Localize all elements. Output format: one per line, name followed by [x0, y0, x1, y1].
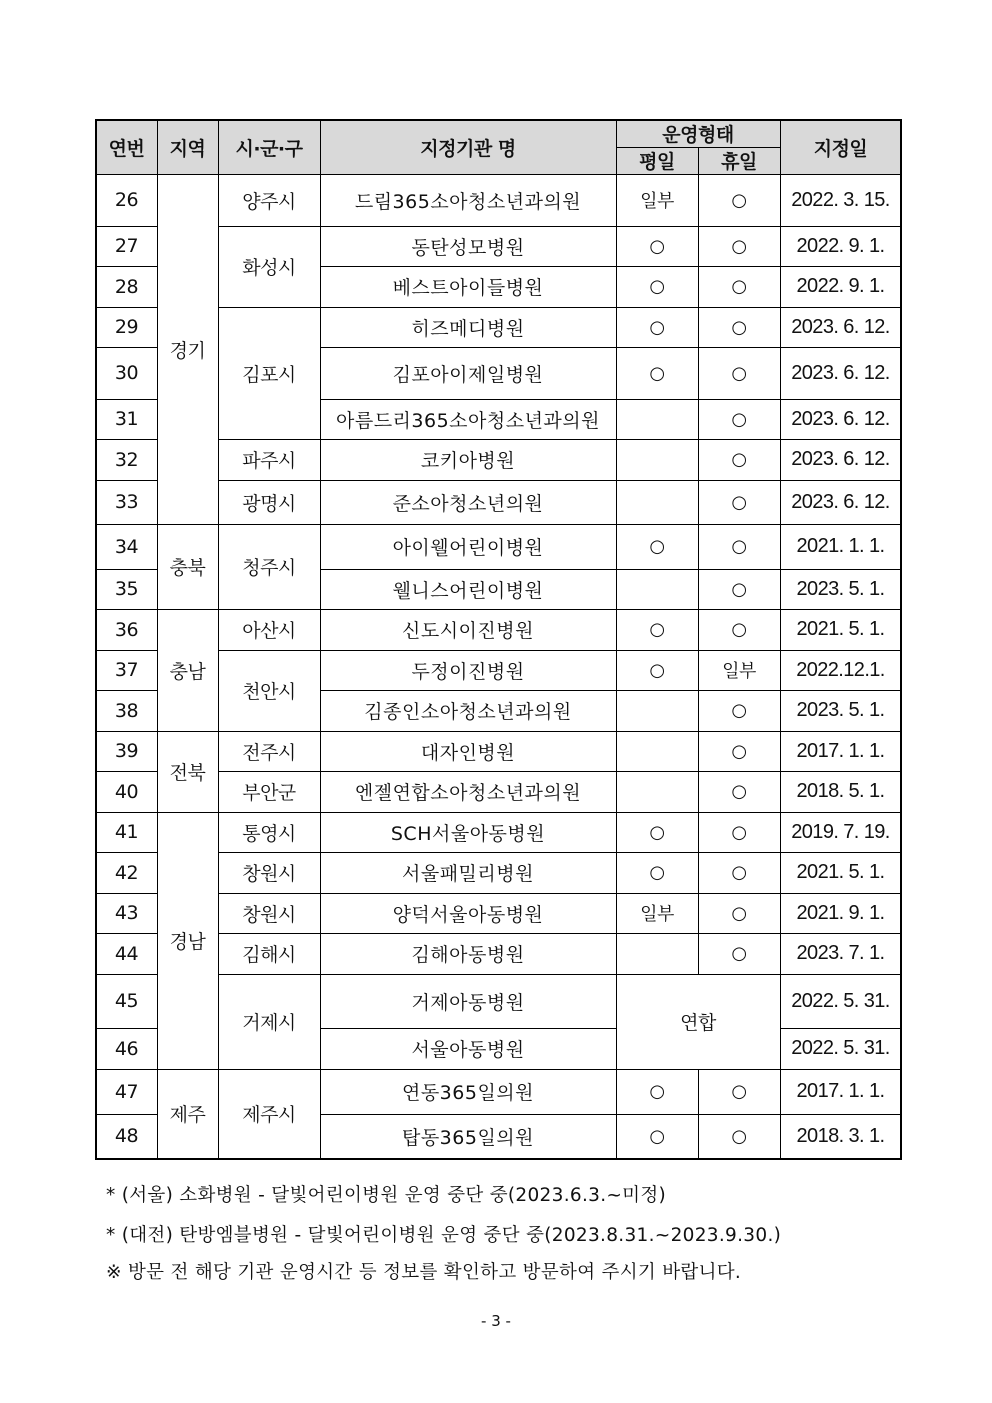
weekday-status: ○ — [649, 362, 665, 384]
region-cell: 경남 — [169, 931, 206, 953]
weekday-status: 일부 — [640, 191, 674, 212]
weekday-status: 일부 — [640, 904, 674, 925]
designation-date: 2023. 6. 12. — [791, 315, 890, 338]
designation-date: 2022. 9. 1. — [796, 234, 885, 257]
row-number: 44 — [114, 942, 139, 965]
institution-name: 아름드리365소아청소년과의원 — [335, 409, 600, 432]
institution-name: 웰니스어린이병원 — [392, 579, 544, 602]
table-rule — [96, 974, 157, 975]
table-rule — [616, 609, 780, 610]
weekday-status — [616, 569, 698, 609]
note-visit-notice: ※ 방문 전 해당 기관 운영시간 등 정보를 확인하고 방문하여 주시기 바랍니다. — [106, 1262, 742, 1283]
table-rule — [616, 650, 780, 651]
table-rule — [780, 266, 901, 267]
table-rule — [616, 347, 780, 348]
weekday-status: ○ — [649, 659, 665, 681]
holiday-status: ○ — [731, 781, 747, 802]
city-cell: 광명시 — [242, 492, 296, 515]
weekday-status: ○ — [649, 1081, 665, 1102]
holiday-status: ○ — [731, 235, 747, 257]
table-rule — [780, 226, 901, 227]
table-rule — [320, 771, 616, 772]
table-rule — [320, 650, 616, 651]
institution-name: 신도시이진병원 — [402, 620, 534, 642]
holiday-status: ○ — [731, 536, 747, 557]
weekday-status — [616, 480, 698, 524]
city-cell: 창원시 — [242, 903, 296, 926]
designation-date: 2022. 5. 31. — [791, 1037, 890, 1059]
holiday-status: ○ — [731, 316, 747, 338]
header-operation: 운영형태 — [616, 120, 780, 147]
table-rule — [96, 174, 901, 175]
table-rule — [320, 812, 616, 813]
table-rule — [96, 307, 157, 308]
institution-name: 양덕서울아동병원 — [392, 903, 544, 926]
table-rule — [96, 690, 157, 691]
holiday-status: ○ — [731, 362, 747, 384]
table-rule — [780, 480, 901, 481]
weekday-status — [616, 933, 698, 974]
table-rule — [616, 731, 780, 732]
designation-date: 2017. 1. 1. — [796, 1080, 885, 1102]
table-rule — [320, 524, 616, 525]
table-rule — [95, 119, 97, 1160]
note-seoul: * (서울) 소화병원 - 달빛어린이병원 운영 중단 중(2023.6.3.~미정) — [106, 1185, 667, 1206]
institution-name: 히즈메디병원 — [411, 317, 525, 340]
row-number: 41 — [114, 821, 139, 843]
designation-date: 2021. 1. 1. — [796, 535, 885, 557]
region-cell: 전북 — [169, 762, 206, 784]
city-cell: 아산시 — [242, 620, 296, 642]
table-rule — [96, 266, 157, 267]
table-rule — [320, 569, 616, 570]
table-rule — [96, 439, 157, 440]
table-rule — [320, 1028, 616, 1029]
table-rule — [96, 480, 157, 481]
city-cell: 천안시 — [242, 681, 296, 703]
designation-date: 2019. 7. 19. — [791, 820, 890, 843]
holiday-status: ○ — [731, 449, 747, 470]
table-rule — [320, 439, 616, 440]
designation-date: 2022. 3. 15. — [791, 188, 890, 211]
table-rule — [616, 1069, 780, 1070]
table-rule — [780, 1069, 901, 1070]
operation-merged-yeonhap: 연합 — [680, 1012, 716, 1034]
page-number: - 3 - — [481, 1312, 511, 1330]
row-number: 38 — [114, 699, 139, 722]
city-cell: 전주시 — [242, 741, 296, 764]
city-cell: 양주시 — [242, 190, 296, 213]
weekday-status: ○ — [649, 1125, 665, 1147]
institution-name: 서울아동병원 — [411, 1039, 525, 1061]
holiday-status: ○ — [731, 821, 747, 843]
holiday-status: ○ — [731, 740, 747, 762]
table-rule — [780, 893, 901, 894]
table-rule — [616, 266, 780, 267]
table-rule — [616, 1114, 780, 1115]
institution-name: 동탄성모병원 — [411, 236, 525, 259]
holiday-status: ○ — [731, 408, 747, 430]
header-weekday: 평일 — [616, 147, 698, 174]
table-rule — [320, 690, 616, 691]
header-no: 연번 — [96, 120, 157, 174]
table-rule — [780, 771, 901, 772]
table-rule — [616, 399, 780, 400]
table-rule — [698, 147, 699, 974]
designation-date: 2023. 6. 12. — [791, 490, 890, 513]
header-region: 지역 — [157, 120, 218, 174]
designation-date: 2023. 6. 12. — [791, 407, 890, 430]
designation-date: 2022.12.1. — [796, 658, 885, 681]
table-rule — [96, 1069, 157, 1070]
holiday-status: 일부 — [722, 661, 756, 682]
table-rule — [157, 120, 158, 1158]
table-rule — [616, 933, 780, 934]
row-number: 36 — [114, 618, 139, 641]
institution-name: 김종인소아청소년과의원 — [364, 701, 572, 723]
row-number: 28 — [114, 275, 139, 298]
holiday-status: ○ — [731, 700, 747, 721]
row-number: 26 — [114, 189, 139, 211]
institution-name: 연동365일의원 — [401, 1082, 535, 1104]
city-cell: 제주시 — [242, 1104, 296, 1126]
table-rule — [96, 893, 157, 894]
table-rule — [96, 347, 157, 348]
table-rule — [96, 1114, 157, 1115]
city-cell: 김포시 — [242, 363, 296, 386]
city-cell: 파주시 — [242, 450, 296, 472]
weekday-status: ○ — [649, 821, 665, 843]
city-cell: 부안군 — [242, 782, 296, 804]
table-rule — [96, 569, 157, 570]
row-number: 48 — [114, 1125, 139, 1147]
table-rule — [616, 690, 780, 691]
institution-name: 드림365소아청소년과의원 — [354, 190, 582, 213]
table-rule — [616, 480, 780, 481]
table-rule — [616, 771, 780, 772]
holiday-status: ○ — [731, 902, 747, 924]
table-rule — [616, 120, 617, 1158]
table-rule — [616, 439, 780, 440]
region-cell: 제주 — [169, 1104, 206, 1126]
holiday-status: ○ — [731, 491, 747, 513]
institution-name: 탑동365일의원 — [401, 1126, 535, 1149]
table-rule — [616, 852, 780, 853]
holiday-status: ○ — [731, 862, 747, 883]
row-number: 32 — [114, 448, 139, 471]
table-rule — [780, 307, 901, 308]
table-rule — [320, 852, 616, 853]
table-rule — [780, 731, 901, 732]
table-rule — [780, 569, 901, 570]
city-cell: 화성시 — [242, 257, 296, 279]
header-date: 지정일 — [780, 120, 901, 174]
holiday-status: ○ — [731, 189, 747, 211]
table-rule — [616, 974, 780, 975]
table-rule — [616, 812, 780, 813]
table-rule — [218, 120, 219, 1158]
institution-name: 서울패밀리병원 — [402, 863, 534, 885]
table-rule — [616, 524, 780, 525]
region-cell: 충북 — [169, 557, 206, 579]
designation-date: 2021. 5. 1. — [796, 861, 885, 883]
table-rule — [320, 893, 616, 894]
institution-name: 대자인병원 — [420, 741, 516, 764]
table-rule — [320, 266, 616, 267]
table-rule — [780, 609, 901, 610]
designation-date: 2023. 7. 1. — [796, 942, 885, 964]
table-rule — [616, 307, 780, 308]
row-number: 33 — [114, 491, 139, 513]
table-rule — [320, 1114, 616, 1115]
table-rule — [96, 852, 157, 853]
table-rule — [96, 731, 157, 732]
designation-date: 2021. 5. 1. — [796, 618, 885, 640]
row-number: 30 — [114, 362, 139, 384]
institution-name: 거제아동병원 — [411, 991, 525, 1014]
institution-name: 아이웰어린이병원 — [392, 537, 544, 559]
city-cell: 김해시 — [242, 944, 296, 966]
table-rule — [780, 347, 901, 348]
designation-date: 2023. 5. 1. — [796, 577, 885, 600]
table-rule — [320, 609, 616, 610]
institution-name: 준소아청소년의원 — [392, 492, 544, 515]
table-rule — [780, 933, 901, 934]
header-city: 시·군·구 — [218, 120, 320, 174]
table-rule — [96, 1028, 157, 1029]
table-rule — [320, 120, 321, 1158]
row-number: 46 — [114, 1037, 139, 1060]
row-number: 31 — [114, 408, 139, 430]
city-cell: 청주시 — [242, 557, 296, 579]
table-rule — [616, 226, 780, 227]
weekday-status — [616, 399, 698, 439]
header-holiday: 휴일 — [698, 147, 780, 174]
table-rule — [96, 771, 157, 772]
table-rule — [96, 609, 157, 610]
designation-date: 2022. 9. 1. — [796, 275, 885, 297]
table-rule — [780, 852, 901, 853]
table-rule — [900, 119, 902, 1160]
row-number: 45 — [114, 990, 139, 1012]
holiday-status: ○ — [731, 578, 747, 600]
designation-date: 2021. 9. 1. — [796, 901, 885, 924]
table-rule — [780, 399, 901, 400]
table-rule — [320, 1069, 616, 1070]
institution-name: 두정이진병원 — [411, 660, 525, 683]
region-cell: 경기 — [169, 339, 206, 362]
holiday-status: ○ — [731, 943, 747, 964]
table-rule — [320, 226, 616, 227]
designation-date: 2023. 6. 12. — [791, 361, 890, 384]
designation-date: 2018. 5. 1. — [796, 780, 885, 802]
region-cell: 충남 — [169, 660, 206, 683]
header-institution: 지정기관 명 — [320, 120, 616, 174]
row-number: 47 — [114, 1080, 139, 1103]
table-rule — [96, 650, 157, 651]
table-rule — [780, 1114, 901, 1115]
table-rule — [616, 147, 780, 148]
table-rule — [96, 226, 157, 227]
table-rule — [320, 307, 616, 308]
table-rule — [320, 974, 616, 975]
table-rule — [96, 524, 157, 525]
weekday-status: ○ — [649, 619, 665, 640]
holiday-status: ○ — [731, 276, 747, 297]
institution-name: 코키아병원 — [420, 450, 516, 472]
table-rule — [320, 399, 616, 400]
note-daejeon: * (대전) 탄방엠블병원 - 달빛어린이병원 운영 중단 중(2023.8.31.~2023.9.30.) — [106, 1225, 782, 1246]
table-rule — [96, 399, 157, 400]
table-rule — [320, 480, 616, 481]
row-number: 29 — [114, 316, 139, 338]
table-rule — [780, 974, 901, 975]
row-number: 37 — [114, 659, 139, 681]
weekday-status: ○ — [649, 536, 665, 557]
weekday-status: ○ — [649, 276, 665, 297]
table-rule — [320, 731, 616, 732]
table-rule — [780, 690, 901, 691]
institution-name: 베스트아이들병원 — [392, 277, 544, 299]
weekday-status — [616, 690, 698, 731]
weekday-status — [616, 731, 698, 771]
table-rule — [780, 524, 901, 525]
weekday-status: ○ — [649, 235, 665, 257]
weekday-status: ○ — [649, 316, 665, 338]
institution-name: 김포아이제일병원 — [392, 363, 544, 386]
designation-date: 2023. 6. 12. — [791, 448, 890, 470]
holiday-status: ○ — [731, 619, 747, 640]
table-rule — [780, 650, 901, 651]
row-number: 42 — [114, 861, 139, 884]
designation-date: 2018. 3. 1. — [796, 1124, 885, 1147]
designation-date: 2022. 5. 31. — [791, 989, 890, 1012]
designation-date: 2017. 1. 1. — [796, 739, 885, 762]
row-number: 34 — [114, 535, 139, 558]
designation-date: 2023. 5. 1. — [796, 699, 885, 721]
table-rule — [780, 120, 781, 1158]
weekday-status — [616, 771, 698, 812]
row-number: 35 — [114, 578, 139, 600]
table-rule — [320, 347, 616, 348]
holiday-status: ○ — [731, 1081, 747, 1102]
city-cell: 통영시 — [242, 822, 296, 845]
city-cell: 거제시 — [242, 1012, 296, 1034]
row-number: 43 — [114, 902, 139, 924]
weekday-status: ○ — [649, 862, 665, 883]
row-number: 39 — [114, 740, 139, 762]
table-rule — [95, 119, 902, 121]
table-rule — [780, 812, 901, 813]
table-rule — [616, 893, 780, 894]
weekday-status — [616, 439, 698, 480]
table-rule — [616, 569, 780, 570]
institution-name: SCH서울아동병원 — [390, 822, 546, 845]
table-rule — [95, 1158, 902, 1160]
institution-name: 김해아동병원 — [411, 944, 525, 966]
holiday-status: ○ — [731, 1125, 747, 1147]
table-rule — [780, 439, 901, 440]
institution-name: 엔젤연합소아청소년과의원 — [354, 782, 582, 804]
table-rule — [320, 933, 616, 934]
row-number: 40 — [114, 780, 139, 803]
row-number: 27 — [114, 235, 139, 257]
table-rule — [780, 1028, 901, 1029]
table-rule — [96, 812, 157, 813]
table-rule — [96, 933, 157, 934]
city-cell: 창원시 — [242, 863, 296, 885]
